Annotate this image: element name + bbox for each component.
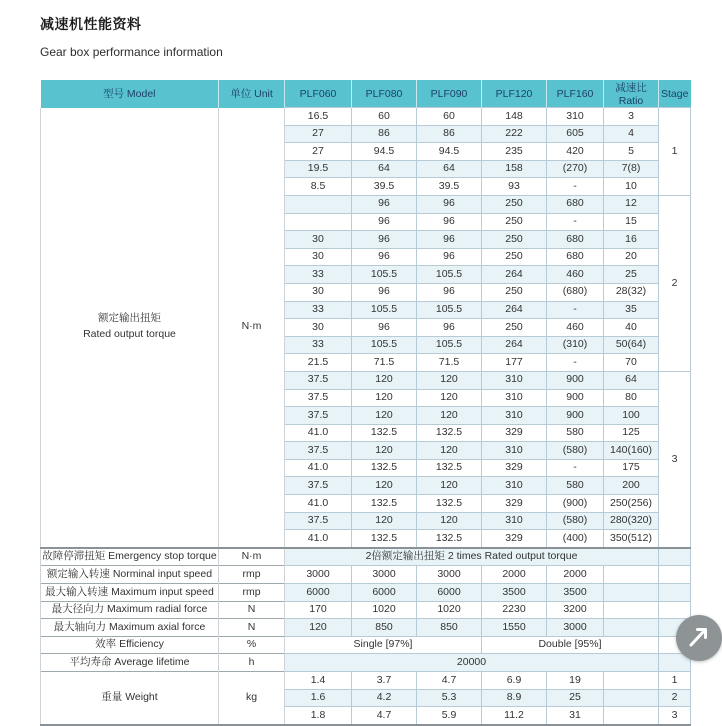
value-cell: 120: [352, 389, 417, 407]
value-cell: 105.5: [352, 301, 417, 319]
unit-cell: h: [219, 654, 285, 672]
value-cell: 10: [604, 178, 659, 196]
value-cell: 39.5: [417, 178, 482, 196]
row-label: 最大径向力 Maximum radial force: [41, 601, 219, 619]
value-cell: 20: [604, 248, 659, 266]
value-cell: 41.0: [285, 459, 352, 477]
value-cell: 250: [482, 319, 547, 337]
value-cell: [285, 195, 352, 213]
value-cell: 4: [604, 125, 659, 143]
value-cell: 900: [547, 371, 604, 389]
value-cell: 41.0: [285, 530, 352, 548]
value-cell: 2000: [482, 566, 547, 584]
value-cell: 1020: [352, 601, 417, 619]
value-cell: 35: [604, 301, 659, 319]
value-cell: 96: [352, 319, 417, 337]
value-cell: 580: [547, 477, 604, 495]
value-cell: 6000: [285, 584, 352, 602]
column-header-4: PLF090: [417, 80, 482, 108]
value-cell: 132.5: [352, 495, 417, 513]
value-cell: 250: [482, 283, 547, 301]
value-cell: 28(32): [604, 283, 659, 301]
value-cell: 460: [547, 319, 604, 337]
value-cell: -: [547, 354, 604, 372]
value-cell: [604, 689, 659, 707]
value-cell: 329: [482, 424, 547, 442]
value-cell: 900: [547, 389, 604, 407]
value-cell: 8.9: [482, 689, 547, 707]
value-cell: [604, 672, 659, 690]
row-label: 故障停滞扭矩 Emergency stop torque: [41, 548, 219, 566]
value-cell: 3500: [482, 584, 547, 602]
scroll-top-button[interactable]: [676, 615, 722, 661]
stage-cell: 3: [659, 371, 691, 547]
value-cell: 86: [352, 125, 417, 143]
value-cell: 120: [352, 407, 417, 425]
stage-cell: 2: [659, 195, 691, 371]
value-cell: 120: [352, 512, 417, 530]
value-cell: 280(320): [604, 512, 659, 530]
value-cell: [604, 566, 659, 584]
value-cell: 170: [285, 601, 352, 619]
unit-cell: rmp: [219, 584, 285, 602]
value-cell: 132.5: [417, 495, 482, 513]
value-cell: 86: [417, 125, 482, 143]
value-cell: 310: [482, 407, 547, 425]
row-label: 平均寿命 Average lifetime: [41, 654, 219, 672]
value-cell: 3.7: [352, 672, 417, 690]
column-header-7: 减速比 Ratio: [604, 80, 659, 108]
value-cell: 132.5: [352, 424, 417, 442]
value-cell: [604, 619, 659, 637]
page-subtitle: Gear box performance information: [40, 45, 223, 59]
value-cell: 1.6: [285, 689, 352, 707]
value-cell: 3000: [352, 566, 417, 584]
value-cell: 3000: [417, 566, 482, 584]
value-cell: 120: [417, 512, 482, 530]
value-cell: 30: [285, 319, 352, 337]
value-cell: 132.5: [417, 459, 482, 477]
value-cell: [604, 707, 659, 725]
performance-table: [40, 80, 691, 726]
value-cell: 30: [285, 248, 352, 266]
value-cell: 30: [285, 231, 352, 249]
value-cell: 80: [604, 389, 659, 407]
value-cell: 200: [604, 477, 659, 495]
value-cell: 120: [417, 407, 482, 425]
value-cell: 60: [352, 108, 417, 126]
value-cell: 250: [482, 195, 547, 213]
value-cell: 132.5: [352, 530, 417, 548]
value-cell: 41.0: [285, 424, 352, 442]
value-cell: 250(256): [604, 495, 659, 513]
value-cell: (270): [547, 160, 604, 178]
value-cell: 37.5: [285, 389, 352, 407]
value-cell: 310: [482, 477, 547, 495]
value-cell: 94.5: [352, 143, 417, 161]
value-cell: 33: [285, 336, 352, 354]
value-cell: 5: [604, 143, 659, 161]
value-cell: 6000: [417, 584, 482, 602]
value-cell: 850: [352, 619, 417, 637]
value-cell: 96: [352, 248, 417, 266]
value-cell: 120: [417, 389, 482, 407]
value-cell: 64: [604, 371, 659, 389]
value-cell: [285, 213, 352, 231]
value-cell: (400): [547, 530, 604, 548]
value-cell: 60: [417, 108, 482, 126]
value-cell: [604, 601, 659, 619]
value-cell: 105.5: [417, 266, 482, 284]
value-cell: -: [547, 459, 604, 477]
value-cell: 310: [482, 371, 547, 389]
arrow-up-icon: [676, 615, 722, 661]
value-cell: 37.5: [285, 371, 352, 389]
value-cell: 37.5: [285, 512, 352, 530]
value-cell: 3000: [285, 566, 352, 584]
unit-cell: N·m: [219, 108, 285, 548]
unit-cell: N: [219, 601, 285, 619]
column-header-1: 单位 Unit: [219, 80, 285, 108]
value-cell: 148: [482, 108, 547, 126]
value-cell: 132.5: [352, 459, 417, 477]
value-cell: 2230: [482, 601, 547, 619]
value-cell: 310: [482, 442, 547, 460]
value-cell: (900): [547, 495, 604, 513]
value-cell: 120: [285, 619, 352, 637]
stage-cell: [659, 548, 691, 566]
page-title: 减速机性能资料: [40, 16, 142, 32]
value-cell: 250: [482, 213, 547, 231]
merged-value-cell: Double [95%]: [482, 636, 659, 654]
value-cell: 310: [482, 389, 547, 407]
value-cell: 680: [547, 231, 604, 249]
value-cell: 5.9: [417, 707, 482, 725]
value-cell: 175: [604, 459, 659, 477]
value-cell: 6000: [352, 584, 417, 602]
value-cell: 3200: [547, 601, 604, 619]
row-label: 最大输入转速 Maximum input speed: [41, 584, 219, 602]
value-cell: 94.5: [417, 143, 482, 161]
value-cell: 11.2: [482, 707, 547, 725]
value-cell: 140(160): [604, 442, 659, 460]
value-cell: 64: [417, 160, 482, 178]
value-cell: 4.2: [352, 689, 417, 707]
value-cell: 16: [604, 231, 659, 249]
value-cell: 105.5: [352, 266, 417, 284]
value-cell: -: [547, 213, 604, 231]
row-label-en: Rated output torque: [83, 328, 176, 341]
column-header-2: PLF060: [285, 80, 352, 108]
value-cell: 27: [285, 143, 352, 161]
value-cell: 105.5: [417, 301, 482, 319]
value-cell: 3000: [547, 619, 604, 637]
value-cell: 21.5: [285, 354, 352, 372]
value-cell: 605: [547, 125, 604, 143]
value-cell: 40: [604, 319, 659, 337]
unit-cell: N·m: [219, 548, 285, 566]
value-cell: 19.5: [285, 160, 352, 178]
value-cell: 70: [604, 354, 659, 372]
value-cell: 37.5: [285, 407, 352, 425]
value-cell: 120: [417, 442, 482, 460]
column-header-3: PLF080: [352, 80, 417, 108]
value-cell: 580: [547, 424, 604, 442]
value-cell: 680: [547, 248, 604, 266]
value-cell: 350(512): [604, 530, 659, 548]
row-label: 效率 Efficiency: [41, 636, 219, 654]
value-cell: 19: [547, 672, 604, 690]
row-label: 最大轴向力 Maximum axial force: [41, 619, 219, 637]
value-cell: 250: [482, 248, 547, 266]
value-cell: 132.5: [417, 530, 482, 548]
value-cell: 3: [604, 108, 659, 126]
value-cell: 3500: [547, 584, 604, 602]
value-cell: 71.5: [417, 354, 482, 372]
value-cell: 25: [547, 689, 604, 707]
value-cell: 850: [417, 619, 482, 637]
value-cell: 4.7: [352, 707, 417, 725]
value-cell: 105.5: [417, 336, 482, 354]
value-cell: 93: [482, 178, 547, 196]
value-cell: 1020: [417, 601, 482, 619]
column-header-5: PLF120: [482, 80, 547, 108]
value-cell: 33: [285, 266, 352, 284]
unit-cell: rmp: [219, 566, 285, 584]
value-cell: [604, 584, 659, 602]
value-cell: 39.5: [352, 178, 417, 196]
value-cell: 96: [417, 248, 482, 266]
value-cell: (580): [547, 512, 604, 530]
value-cell: 37.5: [285, 477, 352, 495]
stage-cell: 1: [659, 108, 691, 196]
value-cell: 41.0: [285, 495, 352, 513]
value-cell: 96: [352, 283, 417, 301]
value-cell: 264: [482, 301, 547, 319]
unit-cell: N: [219, 619, 285, 637]
value-cell: 7(8): [604, 160, 659, 178]
value-cell: 2000: [547, 566, 604, 584]
value-cell: 329: [482, 459, 547, 477]
value-cell: 96: [352, 213, 417, 231]
column-header-6: PLF160: [547, 80, 604, 108]
value-cell: 250: [482, 231, 547, 249]
value-cell: 96: [352, 195, 417, 213]
value-cell: 329: [482, 530, 547, 548]
value-cell: 420: [547, 143, 604, 161]
value-cell: -: [547, 178, 604, 196]
value-cell: 235: [482, 143, 547, 161]
row-label-rated-output-torque: [41, 108, 219, 548]
value-cell: 96: [417, 319, 482, 337]
value-cell: (310): [547, 336, 604, 354]
value-cell: 120: [352, 442, 417, 460]
value-cell: 132.5: [417, 424, 482, 442]
value-cell: 31: [547, 707, 604, 725]
unit-cell: kg: [219, 672, 285, 725]
value-cell: 158: [482, 160, 547, 178]
row-label-weight: 重量 Weight: [41, 672, 219, 725]
stage-cell: 1: [659, 672, 691, 690]
value-cell: 264: [482, 336, 547, 354]
value-cell: 96: [417, 231, 482, 249]
value-cell: 1.4: [285, 672, 352, 690]
merged-value-cell: 20000: [285, 654, 659, 672]
value-cell: (580): [547, 442, 604, 460]
value-cell: 310: [547, 108, 604, 126]
value-cell: 222: [482, 125, 547, 143]
value-cell: 71.5: [352, 354, 417, 372]
value-cell: 6.9: [482, 672, 547, 690]
value-cell: 33: [285, 301, 352, 319]
value-cell: 96: [352, 231, 417, 249]
value-cell: 680: [547, 195, 604, 213]
merged-value-cell: 2倍额定输出扭矩 2 times Rated output torque: [285, 548, 659, 566]
value-cell: 1.8: [285, 707, 352, 725]
value-cell: 12: [604, 195, 659, 213]
stage-cell: [659, 566, 691, 584]
stage-cell: 2: [659, 689, 691, 707]
value-cell: 4.7: [417, 672, 482, 690]
value-cell: (680): [547, 283, 604, 301]
value-cell: 120: [417, 371, 482, 389]
value-cell: 15: [604, 213, 659, 231]
value-cell: 177: [482, 354, 547, 372]
value-cell: 329: [482, 495, 547, 513]
row-label: 额定输入转速 Norminal input speed: [41, 566, 219, 584]
value-cell: -: [547, 301, 604, 319]
value-cell: 30: [285, 283, 352, 301]
value-cell: 96: [417, 195, 482, 213]
value-cell: 105.5: [352, 336, 417, 354]
column-header-8: Stage: [659, 80, 691, 108]
unit-cell: %: [219, 636, 285, 654]
value-cell: 100: [604, 407, 659, 425]
value-cell: 64: [352, 160, 417, 178]
value-cell: 8.5: [285, 178, 352, 196]
value-cell: 96: [417, 283, 482, 301]
value-cell: 120: [352, 371, 417, 389]
value-cell: 96: [417, 213, 482, 231]
value-cell: 120: [417, 477, 482, 495]
value-cell: 310: [482, 512, 547, 530]
value-cell: 5.3: [417, 689, 482, 707]
value-cell: 1550: [482, 619, 547, 637]
value-cell: 900: [547, 407, 604, 425]
value-cell: 27: [285, 125, 352, 143]
value-cell: 125: [604, 424, 659, 442]
value-cell: 120: [352, 477, 417, 495]
stage-cell: [659, 584, 691, 602]
value-cell: 50(64): [604, 336, 659, 354]
value-cell: 25: [604, 266, 659, 284]
row-label-zh: 额定输出扭矩: [98, 312, 161, 325]
value-cell: 264: [482, 266, 547, 284]
value-cell: 16.5: [285, 108, 352, 126]
column-header-0: 型号 Model: [41, 80, 219, 108]
value-cell: 460: [547, 266, 604, 284]
value-cell: 37.5: [285, 442, 352, 460]
stage-cell: 3: [659, 707, 691, 725]
merged-value-cell: Single [97%]: [285, 636, 482, 654]
